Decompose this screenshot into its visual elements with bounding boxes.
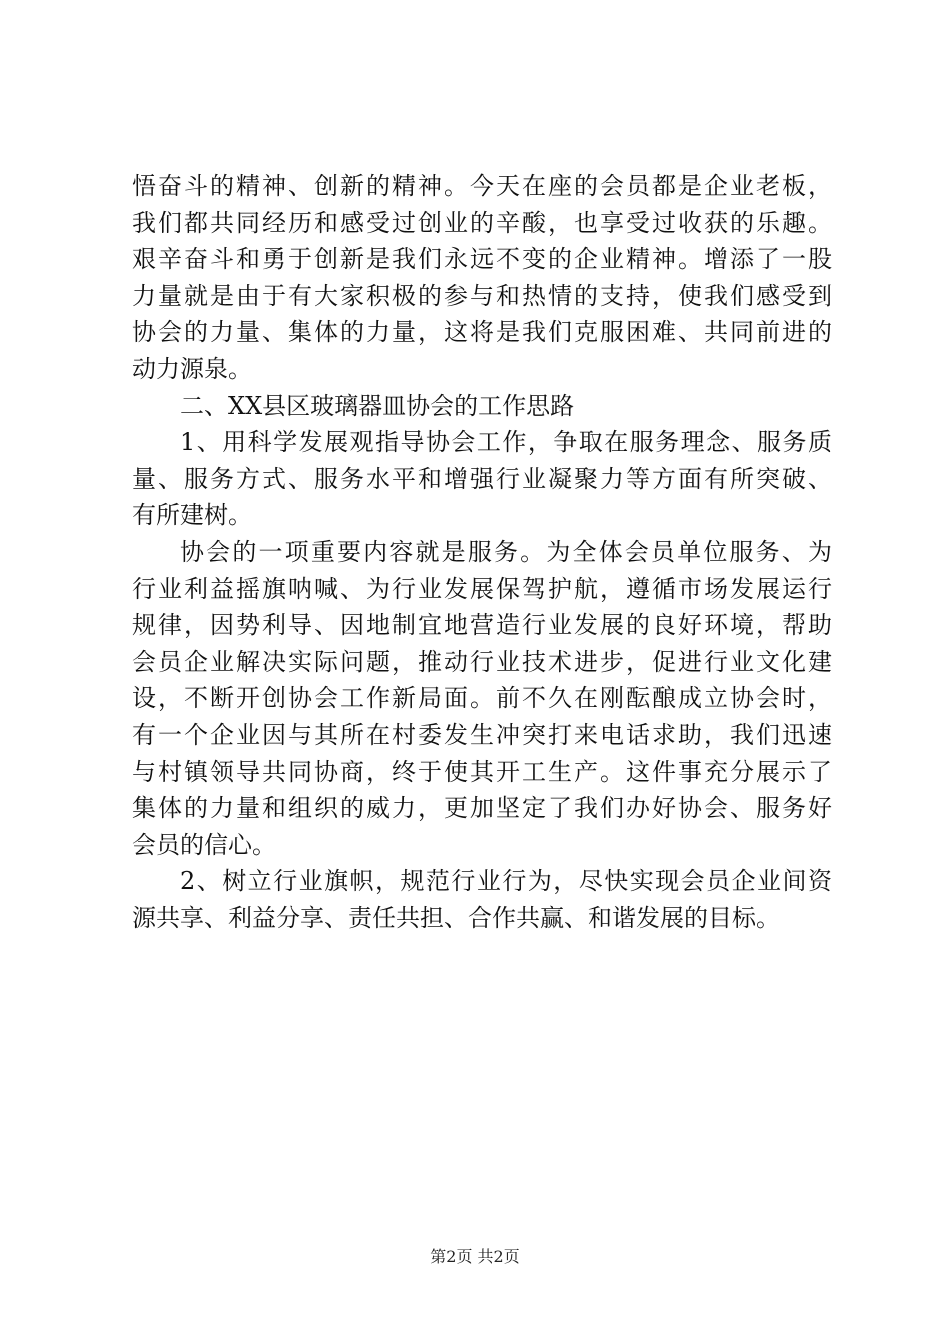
text-line: 有一个企业因与其所在村委发生冲突打来电话求助，我们迅速 bbox=[132, 720, 832, 749]
body-text bbox=[132, 168, 832, 936]
text-line: 有所建树。 bbox=[132, 501, 252, 530]
page-number: 第2页 共2页 bbox=[430, 1247, 520, 1266]
text-line: 1、用科学发展观指导协会工作，争取在服务理念、服务质 bbox=[180, 428, 832, 457]
text-line: 量、服务方式、服务水平和增强行业凝聚力等方面有所突破、 bbox=[132, 464, 832, 493]
text-line: 协会的一项重要内容就是服务。为全体会员单位服务、为 bbox=[180, 537, 832, 566]
text-line: 2、树立行业旗帜，规范行业行为，尽快实现会员企业间资 bbox=[180, 867, 832, 896]
text-line: 集体的力量和组织的威力，更加坚定了我们办好协会、服务好 bbox=[132, 794, 832, 823]
text-line: 我们都共同经历和感受过创业的辛酸，也享受过收获的乐趣。 bbox=[132, 208, 832, 237]
text-line: 悟奋斗的精神、创新的精神。今天在座的会员都是企业老板， bbox=[132, 172, 832, 200]
text-line: 力量就是由于有大家积极的参与和热情的支持，使我们感受到 bbox=[132, 281, 832, 310]
text-line: 动力源泉。 bbox=[132, 354, 252, 383]
text-line: 规律，因势利导、因地制宜地营造行业发展的良好环境，帮助 bbox=[132, 611, 832, 640]
text-line: 源共享、利益分享、责任共担、合作共赢、和谐发展的目标。 bbox=[132, 903, 780, 932]
text-line: 设，不断开创协会工作新局面。前不久在刚酝酿成立协会时， bbox=[132, 684, 832, 713]
text-line: 与村镇领导共同协商，终于使其开工生产。这件事充分展示了 bbox=[132, 757, 832, 786]
text-line: 协会的力量、集体的力量，这将是我们克服困难、共同前进的 bbox=[132, 318, 832, 347]
section-heading: 二、XX县区玻璃器皿协会的工作思路 bbox=[180, 391, 575, 420]
text-line: 艰辛奋斗和勇于创新是我们永远不变的企业精神。增添了一股 bbox=[132, 245, 832, 274]
text-line: 行业利益摇旗呐喊、为行业发展保驾护航，遵循市场发展运行 bbox=[132, 574, 832, 603]
text-line: 会员企业解决实际问题，推动行业技术进步，促进行业文化建 bbox=[132, 647, 832, 676]
text-line: 会员的信心。 bbox=[132, 830, 276, 859]
